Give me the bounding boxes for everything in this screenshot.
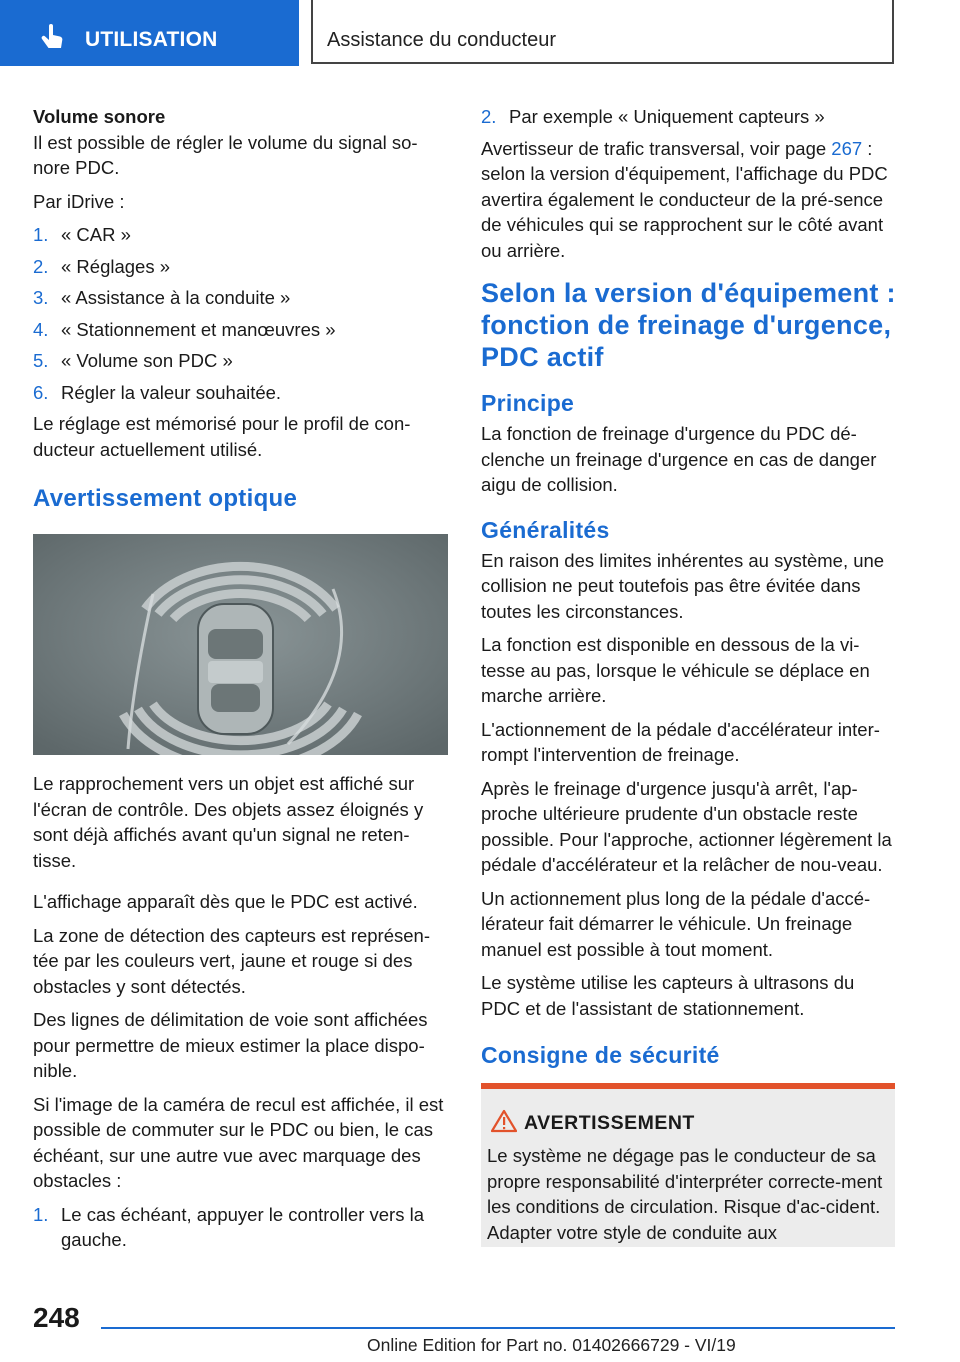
- edition-footer: Online Edition for Part no. 01402666729 - VI/19: [367, 1335, 736, 1355]
- list-item: 6. Régler la valeur souhaitée.: [33, 381, 282, 403]
- list-item: 5. « Volume son PDC »: [33, 350, 233, 371]
- generalites-heading: Généralités: [481, 516, 610, 543]
- warning-box: [481, 1083, 895, 1247]
- paragraph-3: La zone de détection des capteurs est représen-tée par les couleurs vert, jaune et rouge si des obstacles y sont détectés.: [33, 924, 430, 997]
- section-label: UTILISATION: [85, 28, 218, 51]
- right-column: [481, 104, 896, 1247]
- list-item: 2. « Réglages »: [33, 255, 171, 277]
- warning-title: AVERTISSEMENT: [524, 1112, 695, 1134]
- continued-steps-list: [481, 104, 896, 130]
- list-item: 1. Le cas échéant, appuyer le controller vers la gauche.: [33, 1203, 425, 1250]
- pdc-display-image: [33, 534, 448, 755]
- steps-list: [33, 222, 449, 405]
- traffic-text: Avertisseur de trafic transversal, voir page 267 : selon la version d'équipement, l'affichage du PDC avertira également le conducteur de la pré-sence de véhicules qui se rapprochent sur le côté avant ou arrière.: [481, 137, 888, 261]
- car-sensor-illustration: [33, 534, 448, 755]
- paragraph-5: Si l'image de la caméra de recul est affichée, il est possible de commuter sur le PDC ou bien, le cas échéant, sur une autre vue avec marquage des obstacles :: [33, 1093, 444, 1191]
- section-tab: [0, 0, 299, 66]
- page-link[interactable]: 267: [831, 137, 863, 159]
- list-item: 1. « CAR »: [33, 224, 131, 245]
- paragraph-1: Le rapprochement vers un objet est affiché sur l'écran de contrôle. Des objets assez éloignés y sont déjà affichés avant qu'un signal ne reten-tisse.: [33, 773, 424, 871]
- paragraph-4: Des lignes de délimitation de voie sont affichées pour permettre de mieux estimer la place dispo-nible.: [33, 1009, 428, 1081]
- gen-paragraph-2: La fonction est disponible en dessous de la vi-tesse au pas, lorsque le véhicule se déplace en marche arrière.: [481, 634, 870, 706]
- principe-heading: Principe: [481, 390, 575, 416]
- hand-pointer-icon: [36, 22, 68, 54]
- camera-steps-list: [33, 1202, 449, 1253]
- gen-paragraph-3: L'actionnement de la pédale d'accélérateur inter-rompt l'intervention de freinage.: [481, 718, 880, 765]
- principe-text: La fonction de freinage d'urgence du PDC dé-clenche un freinage d'urgence en cas de danger aigu de collision.: [481, 423, 877, 495]
- left-column: [33, 104, 449, 1259]
- gen-paragraph-5: Un actionnement plus long de la pédale d'accé-lérateur fait démarrer le véhicule. Un freinage manuel est possible à tout moment.: [481, 887, 871, 960]
- gen-paragraph-6: Le système utilise les capteurs à ultrasons du PDC et de l'assistant de stationnement.: [481, 972, 855, 1019]
- safety-heading: Consigne de sécurité: [481, 1042, 720, 1068]
- idrive-label: Par iDrive :: [33, 190, 125, 212]
- footer-divider: [101, 1327, 895, 1329]
- warning-triangle-icon: [491, 1109, 517, 1133]
- volume-heading: Volume sonore: [33, 106, 166, 127]
- list-item: 2. Par exemple « Uniquement capteurs »: [481, 106, 825, 127]
- list-item: 4. « Stationnement et manœuvres »: [33, 318, 336, 340]
- gen-paragraph-1: En raison des limites inhérentes au système, une collision ne peut toutefois pas être évitée dans toutes les circonstances.: [481, 549, 885, 622]
- page-number: 248: [33, 1302, 80, 1333]
- volume-text: Il est possible de régler le volume du signal so-nore PDC.: [33, 131, 418, 178]
- memo-text: Le réglage est mémorisé pour le profil de con-ducteur actuellement utilisé.: [33, 413, 411, 460]
- chapter-header: [311, 0, 894, 64]
- main-heading: Selon la version d'équipement : fonction de freinage d'urgence, PDC actif: [481, 278, 896, 372]
- warning-text: Le système ne dégage pas le conducteur de sa propre responsabilité d'interpréter correcte-ment les conditions de circulation. Risque d'ac-cident. Adapter votre style de conduite aux: [487, 1145, 883, 1243]
- paragraph-2: L'affichage apparaît dès que le PDC est activé.: [33, 891, 418, 912]
- chapter-title: Assistance du conducteur: [327, 29, 557, 51]
- car-icon: [198, 604, 273, 734]
- list-item: 3. « Assistance à la conduite »: [33, 287, 291, 308]
- optique-heading: Avertissement optique: [33, 485, 298, 512]
- gen-paragraph-4: Après le freinage d'urgence jusqu'à arrêt, l'ap-proche ultérieure prudente d'un obstacle reste possible. Pour l'approche, actionner légèrement la pédale d'accélérateur et la relâcher de nou-veau.: [481, 777, 892, 875]
